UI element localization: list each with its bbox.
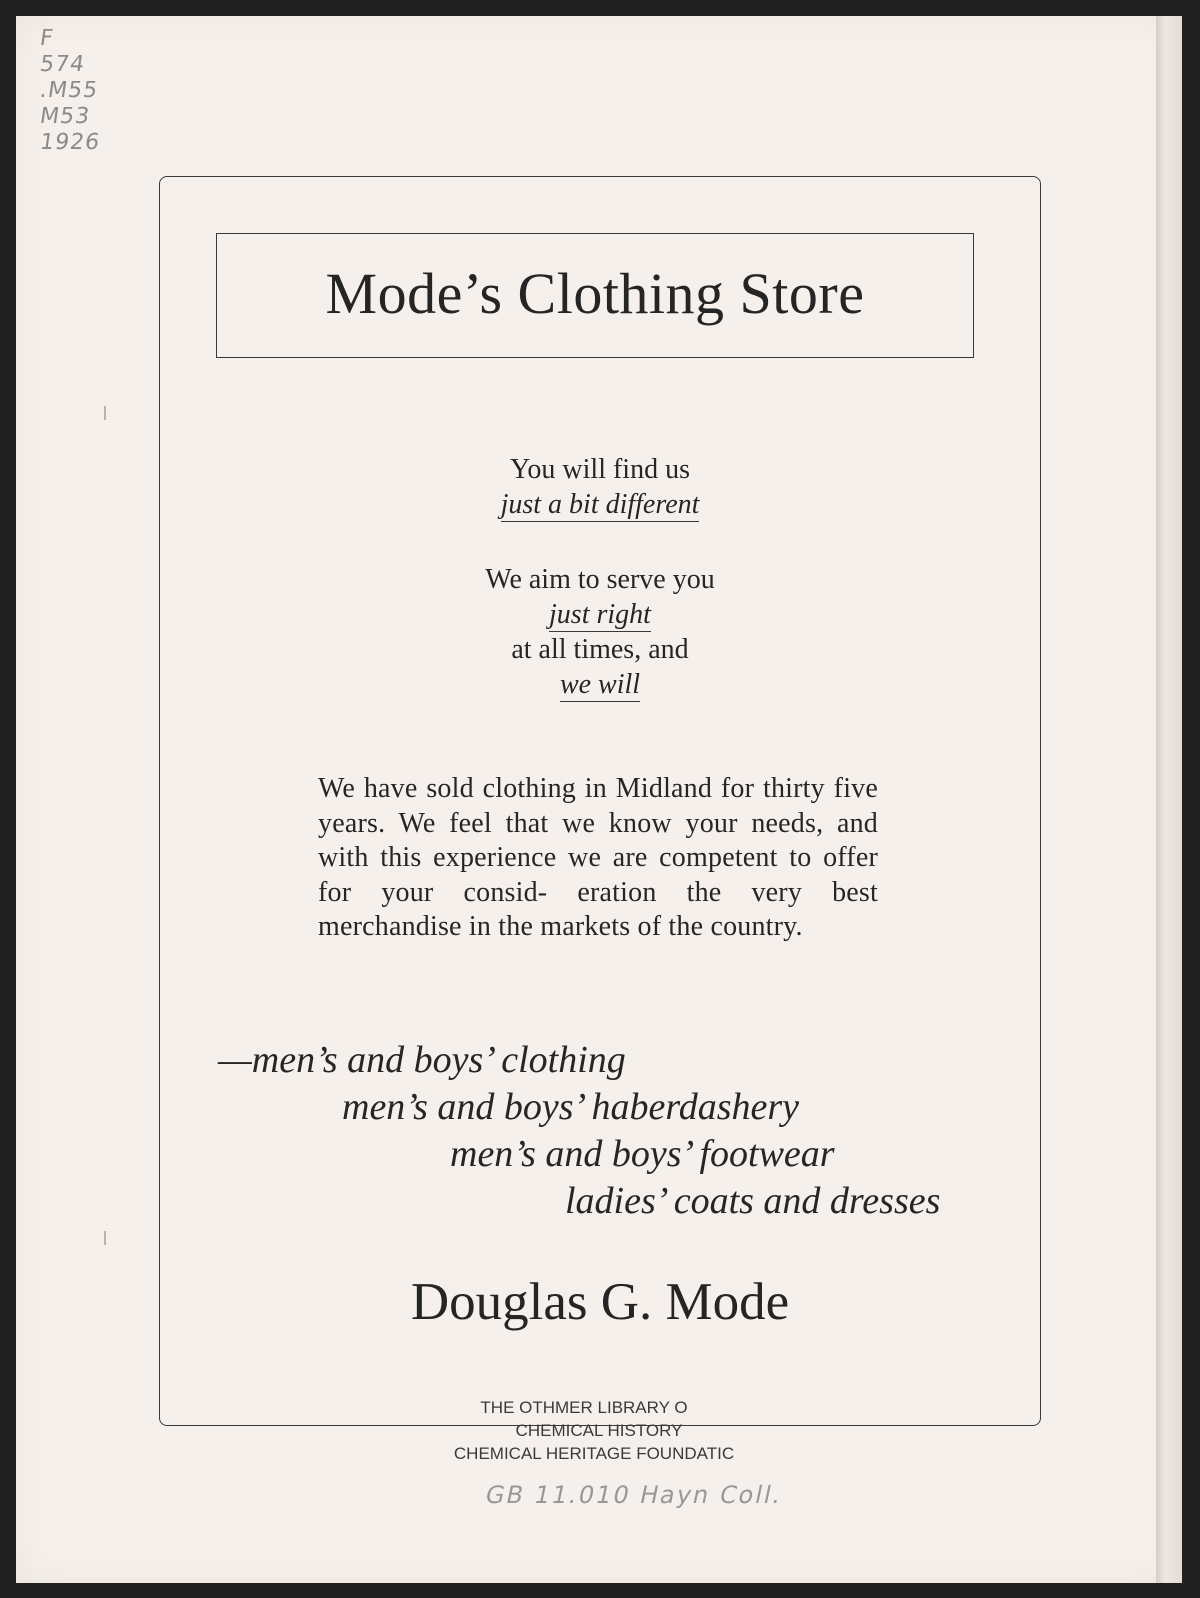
slogan-emphasis: just a bit different (500, 489, 700, 520)
call-number-line: M53 (38, 104, 92, 129)
body-paragraph: We have sold clothing in Midland for thirty five years. We feel that we know your needs, and with this experience we are competent to offer for your consid- eration the very best merchandise in the markets of the country. (318, 773, 878, 942)
handwritten-accession-note: GB 11.010 Hayn Coll. (483, 1481, 786, 1509)
margin-mark (104, 1231, 106, 1245)
stamp-line: CHEMICAL HISTORY (515, 1421, 683, 1440)
slogan-line: We aim to serve you (485, 564, 715, 595)
call-number-line: 1926 (38, 130, 102, 155)
margin-mark (104, 406, 106, 420)
department-item: ladies’ coats and dresses (565, 1180, 941, 1222)
call-number-line: 574 (38, 52, 87, 77)
advertisement-frame (159, 176, 1041, 1426)
handwritten-call-number (40, 26, 100, 156)
call-number-line: F (38, 26, 56, 51)
owner-name: Douglas G. Mode (410, 1273, 790, 1331)
scanned-page (16, 16, 1182, 1583)
call-number-line: .M55 (38, 78, 100, 103)
title-box (216, 233, 974, 358)
page-edge (1156, 16, 1182, 1583)
department-item: —men’s and boys’ clothing (218, 1039, 626, 1081)
stamp-line: THE OTHMER LIBRARY O (480, 1398, 688, 1417)
slogan-block-1 (160, 452, 1040, 522)
slogan-emphasis: we will (559, 669, 641, 700)
slogan-emphasis: just right (549, 599, 651, 630)
department-item: men’s and boys’ haberdashery (342, 1086, 800, 1128)
slogan-line: You will find us (510, 454, 690, 485)
stamp-line: CHEMICAL HERITAGE FOUNDATIC (453, 1444, 735, 1463)
department-item: men’s and boys’ footwear (450, 1133, 835, 1175)
library-stamp (16, 1396, 1182, 1465)
slogan-line: at all times, and (511, 634, 689, 665)
slogan-block-2 (160, 562, 1040, 702)
store-title: Mode’s Clothing Store (325, 261, 865, 326)
